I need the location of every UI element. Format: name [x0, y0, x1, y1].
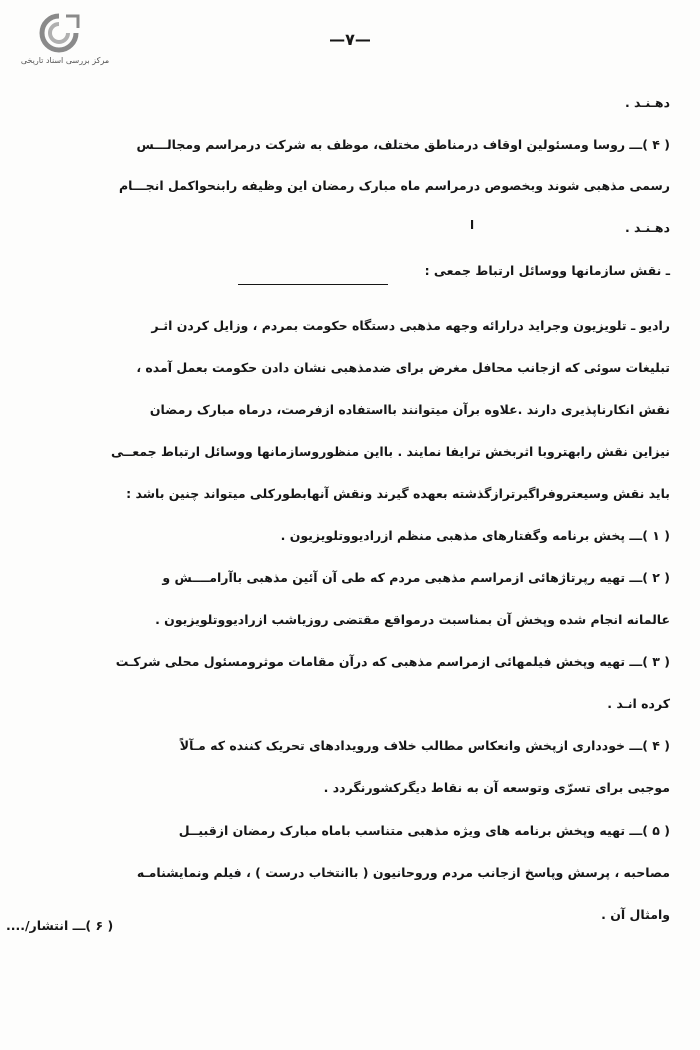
text-line: نقش انکارناپذیری دارند .علاوه برآن میتوانند بااستفاده ازفرصت، درماه مبارک رمضان [149, 402, 670, 417]
text-line: ( ۳ )ـــ تهیه وپخش فیلمهائی ازمراسم مذهبی که درآن مقامات موثرومسئول محلی شرکـت [115, 654, 670, 669]
text-line: دهـنـد . [624, 95, 670, 110]
text-line: کرده انـد . [607, 696, 670, 711]
text-line: رسمی مذهبی شوند وبخصوص درمراسم ماه مبارک رمضان این وظیفه رابنحواکمل انجـــام [118, 178, 670, 193]
text-line: نیزاین نقش رابهتروبا اثربخش ترایفا نمایند . بااین منظوروسازمانها ووسائل ارتباط جمعــی [111, 444, 670, 459]
archive-logo-text: مرکز بررسی اسناد تاریخی [20, 56, 110, 65]
text-line: عالمانه انجام شده وپخش آن بمناسبت درمواقع مقتضی روزیاشب ازرادیووتلویزیون . [155, 612, 670, 627]
text-line: وامثال آن . [601, 907, 670, 922]
text-line: رادیو ـ تلویزیون وجراید درارائه وجهه مذهبی دستگاه حکومت بمردم ، وزایل کردن اثـر [151, 318, 670, 333]
archive-logo-icon [36, 12, 82, 54]
text-line: ( ۵ )ـــ تهیه وپخش برنامه های ویژه مذهبی متناسب باماه مبارک رمضان ازقبیــل [178, 823, 670, 838]
text-line: ( ۴ )ـــ خودداری ازپخش وانعکاس مطالب خلاف ورویدادهای تحریک کننده که مـآلاً [179, 738, 670, 753]
text-line: دهـنـد . [624, 220, 670, 235]
page-number: —۷— [329, 30, 371, 49]
text-line: ـ نقش سازمانها ووسائل ارتباط جمعی : [424, 263, 670, 278]
heading-underline [238, 284, 388, 285]
text-line: ( ۴ )ـــ روسا ومسئولین اوقاف درمناطق مختلف، موظف به شرکت درمراسم ومجالـــس [136, 137, 670, 152]
archive-logo [10, 12, 110, 72]
text-line: باید نقش وسیعتروفراگیرترازگذشته بعهده گیرند ونقش آنهابطورکلی میتواند چنین باشد : [126, 486, 670, 501]
text-line: مصاحبه ، پرسش وپاسخ ازجانب مردم وروحانیون ( باانتخاب درست ) ، فیلم ونمایشنامـه [136, 865, 670, 880]
text-line: موجبی برای تسرّی وتوسعه آن به نقاط دیگرکشورنگردد . [323, 780, 670, 795]
footer-continuation: ( ۶ )ـــ انتشار/.... [6, 918, 114, 933]
text-line: تبلیغات سوئی که ازجانب محافل مغرض برای ضدمذهبی نشان دادن حکومت بعمل آمده ، [136, 360, 670, 375]
text-line: ( ۲ )ـــ تهیه رپرتاژهائی ازمراسم مذهبی مردم که طی آن آئین مذهبی باآرامــــش و [162, 570, 670, 585]
margin-mark: ا [470, 218, 475, 232]
text-line: ( ۱ )ـــ پخش برنامه وگفتارهای مذهبی منظم ازرادیووتلویزیون . [280, 528, 670, 543]
